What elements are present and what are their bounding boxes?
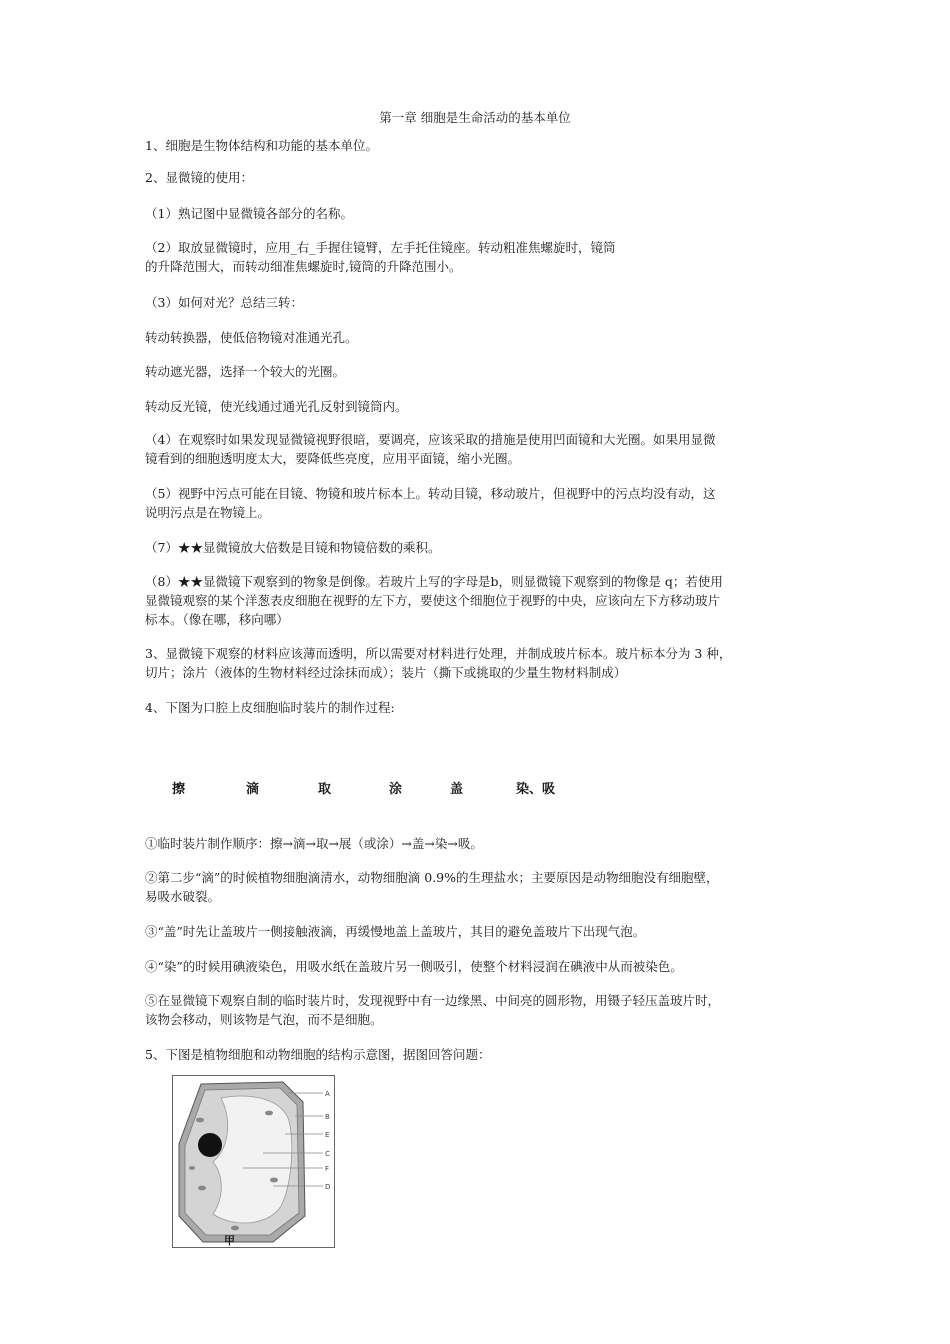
chloroplast: [270, 1178, 278, 1183]
paragraph-line: 显微镜观察的某个洋葱表皮细胞在视野的左下方，要使这个细胞位于视野的中央，应该向左下方移动玻片: [145, 593, 721, 608]
paragraph-line: （5）视野中污点可能在目镜、物镜和玻片标本上。转动目镜，移动玻片，但视野中的污点均没有动，这: [145, 486, 716, 501]
chloroplast: [198, 1186, 206, 1191]
plant-cell-diagram: [173, 1076, 334, 1247]
paragraph-line: 转动遮光器，选择一个较大的光圈。: [145, 364, 346, 379]
paragraph-line: （2）取放显微镜时，应用_右_手握住镜臂，左手托住镜座。转动粗准焦螺旋时，镜筒: [145, 240, 616, 255]
chloroplast: [189, 1166, 195, 1170]
step-label: 取: [318, 782, 332, 797]
step-label: 盖: [450, 782, 464, 797]
paragraph-line: （7）★★显微镜放大倍数是目镜和物镜倍数的乘积。: [145, 540, 441, 555]
plant-cell-figure: [172, 1075, 335, 1248]
figure-caption: 甲: [224, 1234, 235, 1247]
paragraph-line: ⑤在显微镜下观察自制的临时装片时，发现视野中有一边缘黑、中间亮的圆形物，用镊子轻压盖玻片时，: [145, 993, 721, 1008]
paragraph-line: （1）熟记图中显微镜各部分的名称。: [145, 206, 353, 221]
paragraph-line: 的升降范围大，而转动细准焦螺旋时,镜筒的升降范围小。: [145, 259, 462, 274]
paragraph-line: （3）如何对光？总结三转：: [145, 295, 303, 310]
step-label: 擦: [172, 782, 186, 797]
label-b: B: [325, 1113, 330, 1121]
chapter-title: 第一章 细胞是生命活动的基本单位: [379, 110, 571, 125]
label-f: F: [325, 1165, 330, 1173]
chloroplast: [196, 1118, 204, 1123]
paragraph-line: （4）在观察时如果发现显微镜视野很暗，要调亮，应该采取的措施是使用凹面镜和大光圈。如果用显微: [145, 432, 716, 447]
paragraph-line: 5、下图是植物细胞和动物细胞的结构示意图，据图回答问题：: [145, 1047, 491, 1062]
paragraph-line: ③“盖”时先让盖玻片一侧接触液滴，再缓慢地盖上盖玻片，其目的避免盖玻片下出现气泡。: [145, 924, 646, 939]
paragraph-line: 4、下图为口腔上皮细胞临时装片的制作过程:: [145, 700, 395, 715]
paragraph-line: ②第二步“滴”的时候植物细胞滴清水，动物细胞滴 0.9%的生理盐水；主要原因是动物细胞没有细胞壁，: [145, 870, 719, 885]
paragraph-line: 转动反光镜，使光线通过通光孔反射到镜筒内。: [145, 399, 408, 414]
paragraph-line: 转动转换器，使低倍物镜对准通光孔。: [145, 330, 358, 345]
paragraph-line: 1、细胞是生物体结构和功能的基本单位。: [145, 138, 378, 153]
chloroplast: [265, 1111, 273, 1116]
paragraph-line: ①临时装片制作顺序：擦→滴→取→展（或涂）→盖→染→吸。: [145, 836, 483, 851]
label-a: A: [325, 1090, 330, 1098]
label-d: D: [325, 1183, 331, 1191]
paragraph-line: 切片；涂片（液体的生物材料经过涂抹而成）；装片（撕下或挑取的少量生物材料制成）: [145, 665, 627, 680]
nucleus: [198, 1133, 222, 1157]
paragraph-line: 标本。（像在哪，移向哪）: [145, 612, 289, 627]
step-label: 染、吸: [516, 782, 556, 797]
paragraph-line: 2、显微镜的使用：: [145, 170, 253, 185]
paragraph-line: 易吸水破裂。: [145, 889, 221, 904]
paragraph-line: 镜看到的细胞透明度太大，要降低些亮度，应用平面镜，缩小光圈。: [145, 451, 521, 466]
paragraph-line: 3、显微镜下观察的材料应该薄而透明，所以需要对材料进行处理，并制成玻片标本。玻片标本分为 3 种，: [145, 646, 732, 661]
step-label: 涂: [389, 782, 403, 797]
paragraph-line: 说明污点是在物镜上。: [145, 505, 271, 520]
step-label: 滴: [246, 782, 260, 797]
label-c: C: [325, 1150, 330, 1158]
chloroplast: [231, 1226, 239, 1231]
paragraph-line: ④“染”的时候用碘液染色，用吸水纸在盖玻片另一侧吸引，使整个材料浸润在碘液中从而被染色。: [145, 959, 683, 974]
paragraph-line: 该物会移动，则该物是气泡，而不是细胞。: [145, 1012, 383, 1027]
slide-steps-row: [0, 778, 950, 798]
paragraph-line: （8）★★显微镜下观察到的物象是倒像。若玻片上写的字母是b，则显微镜下观察到的物像是 q；若使用: [145, 574, 723, 589]
label-e: E: [325, 1131, 330, 1139]
